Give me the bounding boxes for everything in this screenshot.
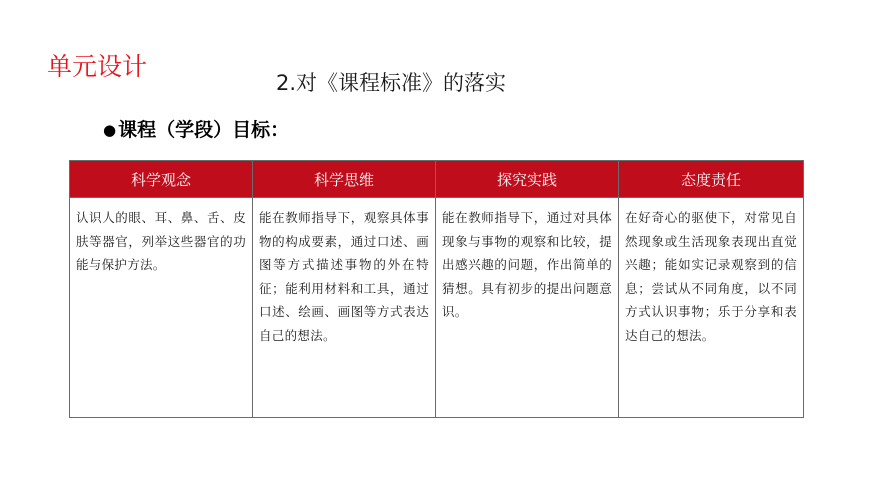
curriculum-goals-table bbox=[69, 160, 804, 418]
table-header-row bbox=[70, 161, 804, 198]
table-row bbox=[70, 198, 804, 418]
goal-heading-text: 课程（学段）目标： bbox=[118, 119, 290, 141]
header-scientific-concept: 科学观念 bbox=[70, 161, 253, 198]
bullet-dot-icon: ● bbox=[103, 121, 117, 139]
header-inquiry-practice: 探究实践 bbox=[436, 161, 619, 198]
cell-scientific-concept: 认识人的眼、耳、鼻、舌、皮肤等器官，列举这些器官的功能与保护方法。 bbox=[70, 198, 253, 418]
cell-scientific-thinking: 能在教师指导下，观察具体事物的构成要素，通过口述、画图等方式描述事物的外在特征；能利用材料和工具，通过口述、绘画、画图等方式表达自己的想法。 bbox=[253, 198, 436, 418]
header-scientific-thinking: 科学思维 bbox=[253, 161, 436, 198]
slide-title: 2.对《课程标准》的落实 bbox=[276, 71, 507, 95]
cell-inquiry-practice: 能在教师指导下，通过对具体现象与事物的观察和比较，提出感兴趣的问题，作出简单的猜想。具有初步的提出问题意识。 bbox=[436, 198, 619, 418]
unit-design-title: 单元设计 bbox=[47, 52, 148, 81]
goal-heading bbox=[103, 121, 289, 140]
cell-attitude-responsibility: 在好奇心的驱使下，对常见自然现象或生活现象表现出直觉兴趣；能如实记录观察到的信息；尝试从不同角度，以不同方式认识事物；乐于分享和表达自己的想法。 bbox=[619, 198, 804, 418]
header-attitude-responsibility: 态度责任 bbox=[619, 161, 804, 198]
